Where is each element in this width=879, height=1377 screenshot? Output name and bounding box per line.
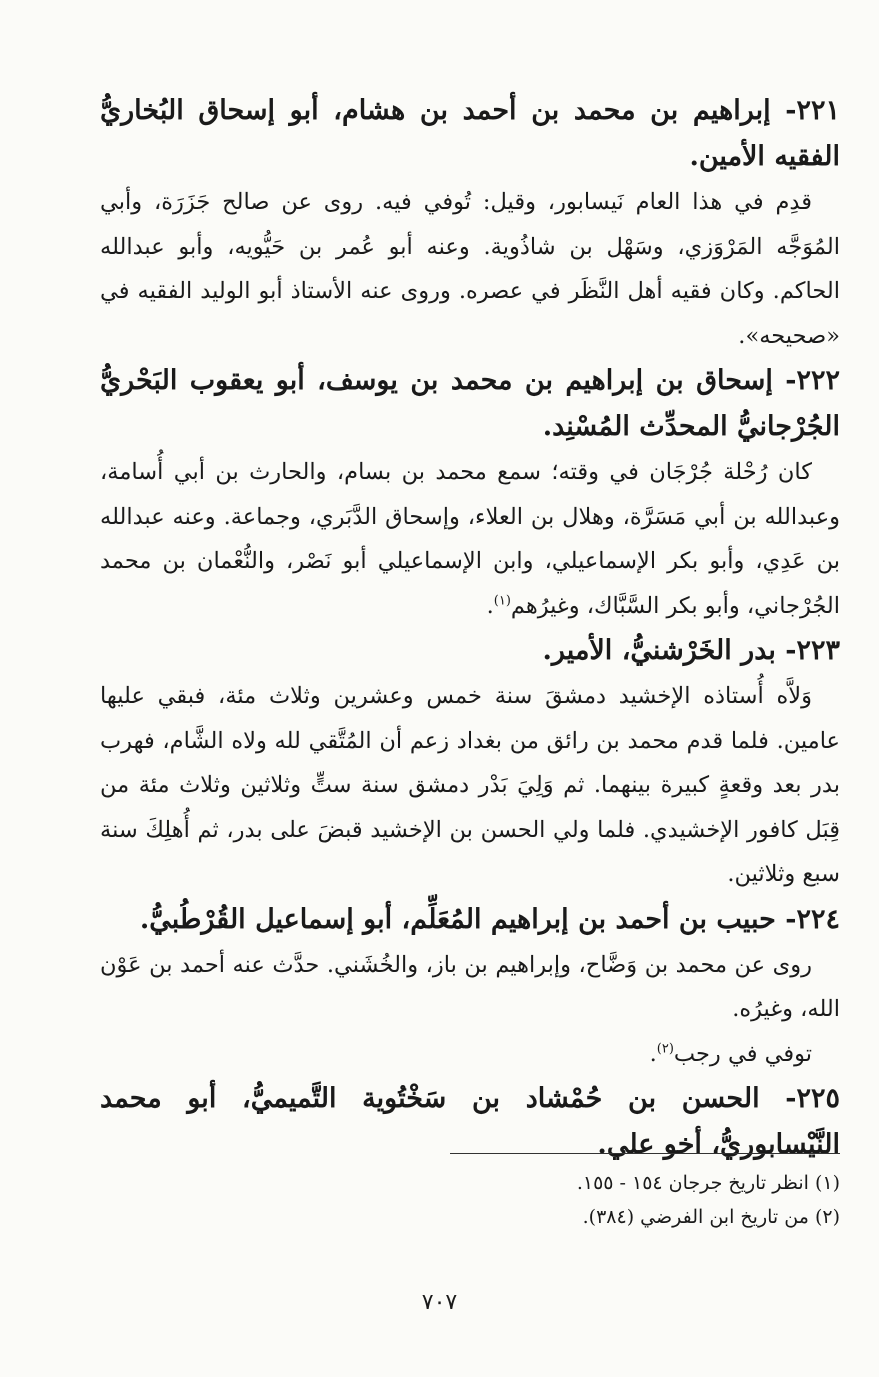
page-number: ٧٠٧ xyxy=(421,1290,458,1315)
entry-223-text: وَلاَّه أُستاذه الإخشيد دمشقَ سنة خمس وعشرين وثلاث مئة، فبقي عليها عامين. فلما قدم محمد بن رائق من بغداد زعم أن المُتَّقي لله ولاه الشَّام، فهرب بدر بعد وقعةٍ كبيرة بينهما. ثم وَلِيَ بَدْر دمشق سنة ستٍّ وثلاثين وثلاث مئة من قِبَل كافور الإخشيدي. فلما ولي الحسن بن الإخشيد قبضَ على بدر، ثم أُهلِكَ سنة سبع وثلاثين. xyxy=(100,683,840,887)
entry-222-heading: ٢٢٢- إسحاق بن إبراهيم بن محمد بن يوسف، أبو يعقوب البَحْريُّ الجُرْجانيُّ المحدِّث المُسْنِد. xyxy=(100,365,840,442)
entry-224-text: روى عن محمد بن وَضَّاح، وإبراهيم بن باز، والخُشَني. حدَّث عنه أحمد بن عَوْن الله، وغيرُه. xyxy=(100,951,840,1022)
footnote-2: (٢) من تاريخ ابن الفرضي (٣٨٤). xyxy=(582,1206,840,1228)
footnote-1: (١) انظر تاريخ جرجان ١٥٤ - ١٥٥. xyxy=(576,1172,840,1194)
entry-225-heading: ٢٢٥- الحسن بن حُمْشاد بن سَخْتُوية التَّميميُّ، أبو محمد النَّيْسابوريُّ، أخو علي. xyxy=(100,1083,840,1160)
footnote-ref-1[interactable]: (١) xyxy=(493,593,511,608)
entry-221-heading: ٢٢١- إبراهيم بن محمد بن أحمد بن هشام، أبو إسحاق البُخاريُّ الفقيه الأمين. xyxy=(100,95,840,172)
entry-223-heading: ٢٢٣- بدر الخَرْشنيُّ، الأمير. xyxy=(542,635,840,666)
footnote-ref-2[interactable]: (٢) xyxy=(656,1041,674,1056)
entry-224-death: توفي في رجب$^{(٢)}$. xyxy=(649,1040,812,1067)
entry-224-heading: ٢٢٤- حبيب بن أحمد بن إبراهيم المُعَلِّم، أبو إسماعيل القُرْطُبيُّ. xyxy=(139,903,840,935)
entry-221-text: قدِم في هذا العام نَيسابور، وقيل: تُوفي فيه. روى عن صالح جَزَرَة، وأبي المُوَجَّه المَرْوَزي، وسَهْل بن شاذُوية. وعنه أبو عُمر بن حَيُّويه، وأبو عبدالله الحاكم. وكان فقيه أهل النَّظَر في عصره. وروى عنه الأستاذ أبو الوليد الفقيه في «صحيحه». xyxy=(100,189,840,349)
footnotes xyxy=(450,1166,840,1234)
entry-222-text: كان رُحْلة جُرْجَان في وقته؛ سمع محمد بن بسام، والحارث بن أبي أُسامة، وعبدالله بن أبي مَسَرَّة، وهلال بن العلاء، وإسحاق الدَّبَري، وجماعة. وعنه عبدالله بن عَدِي، وأبو بكر الإسماعيلي، وابن الإسماعيلي أبو نَصْر، والنُّعْمان بن محمد الجُرْجاني، وأبو بكر السَّبَّاك، وغيرُهم$^{(١)}$. xyxy=(100,459,840,619)
page-body xyxy=(100,88,840,1168)
entry-224-death-text: توفي في رجب xyxy=(673,1040,812,1067)
footnote-divider xyxy=(450,1153,840,1154)
entry-222-body: كان رُحْلة جُرْجَان في وقته؛ سمع محمد بن بسام، والحارث بن أبي أُسامة، وعبدالله بن أبي مَسَرَّة، وهلال بن العلاء، وإسحاق الدَّبَري، وجماعة. وعنه عبدالله بن عَدِي، وأبو بكر الإسماعيلي، وابن الإسماعيلي أبو نَصْر، والنُّعْمان بن محمد الجُرْجاني، وأبو بكر السَّبَّاك، وغيرُهم xyxy=(100,459,840,619)
